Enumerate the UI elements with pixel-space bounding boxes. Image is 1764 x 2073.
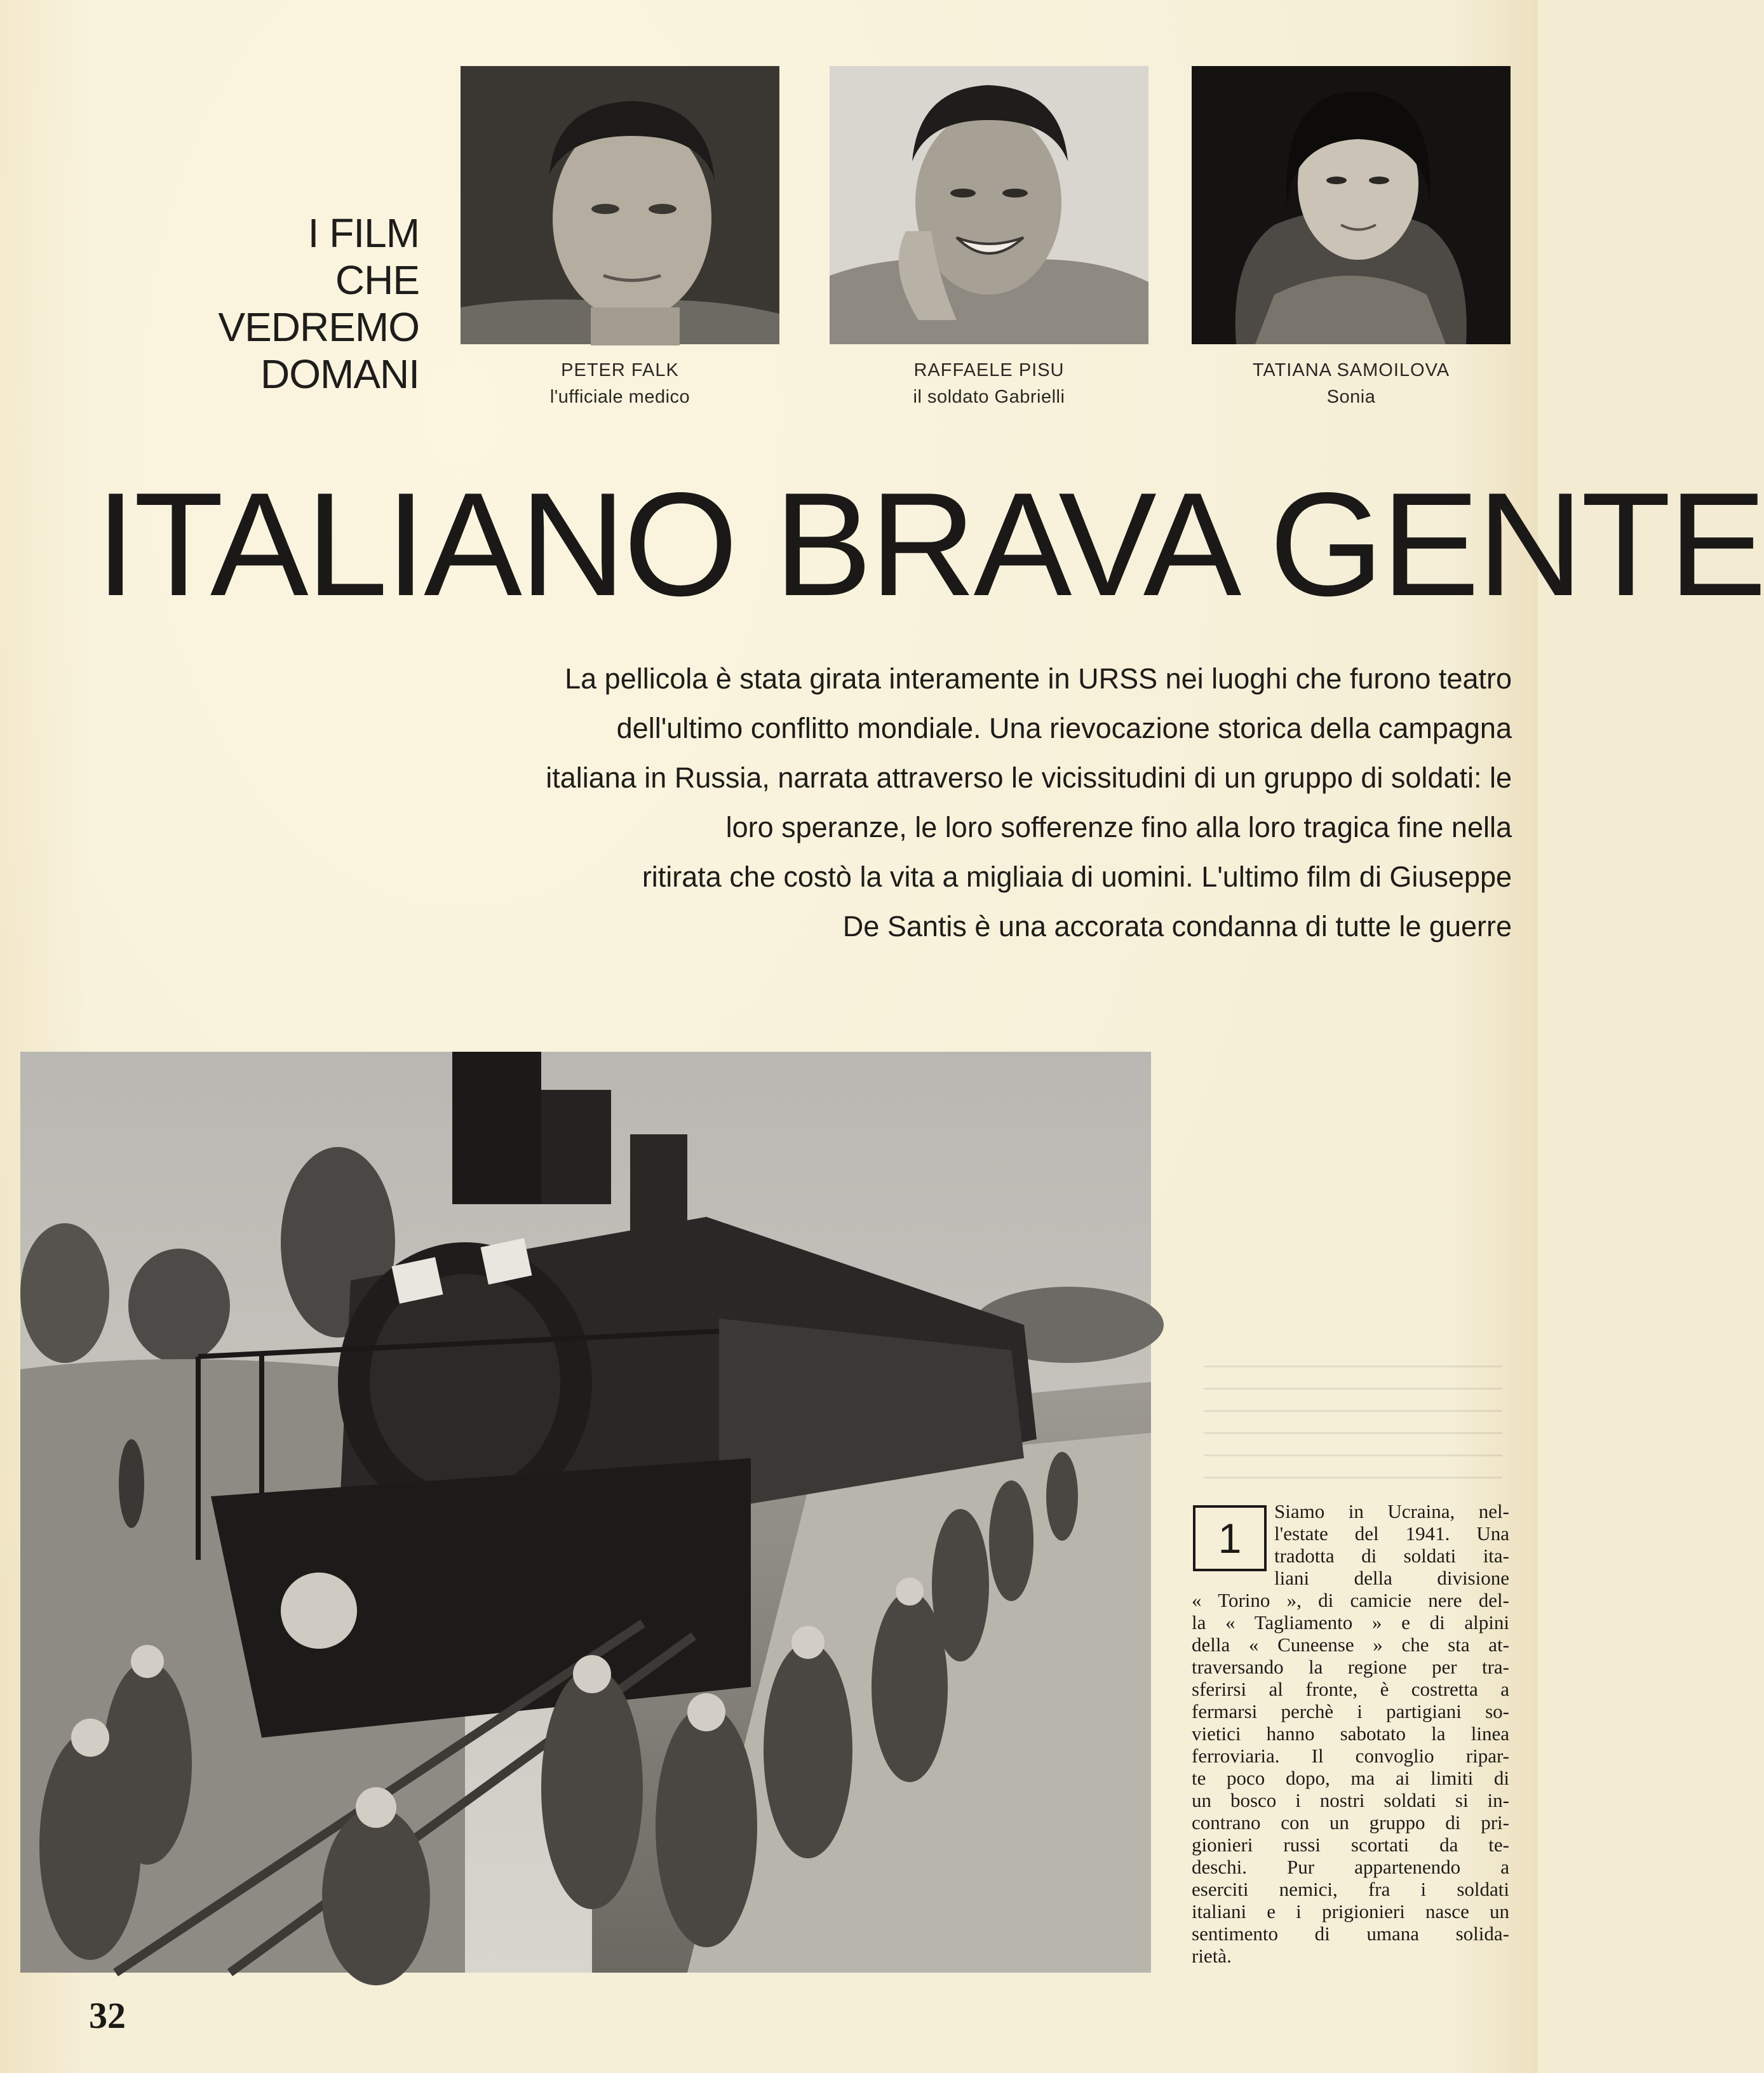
- story-line: la « Tagliamento » e di alpini: [1192, 1611, 1509, 1634]
- story-line: l'estate del 1941. Una: [1274, 1522, 1509, 1545]
- story-line: un bosco i nostri soldati si in-: [1192, 1789, 1509, 1811]
- story-line: Siamo in Ucraina, nel-: [1274, 1500, 1509, 1522]
- story-line: contrano con un gruppo di pri-: [1192, 1811, 1509, 1834]
- portrait-photo-1: [461, 66, 779, 344]
- portrait-caption-2: [830, 357, 1148, 410]
- story-line: te poco dopo, ma ai limiti di: [1192, 1767, 1509, 1789]
- story-line: vietici hanno sabotato la linea: [1192, 1722, 1509, 1745]
- actor-role: Sonia: [1326, 387, 1376, 407]
- portrait-photo-3: [1192, 66, 1511, 344]
- story-line: traversando la regione per tra-: [1192, 1656, 1509, 1678]
- portrait-caption-1: [461, 357, 779, 410]
- story-line: liani della divisione: [1274, 1567, 1509, 1589]
- dek-line: dell'ultimo conflitto mondiale. Una rievocazione storica della campagna: [616, 712, 1512, 744]
- portrait-caption-3: [1192, 357, 1511, 410]
- actor-role: il soldato Gabrielli: [913, 387, 1065, 407]
- section-label-line: I FILM: [307, 210, 419, 256]
- story-paragraph: [1192, 1500, 1509, 1967]
- story-line: tradotta di soldati ita-: [1274, 1545, 1509, 1567]
- story-line: « Torino », di camicie nere del-: [1192, 1589, 1509, 1611]
- story-line: sferirsi al fronte, è costretta a: [1192, 1678, 1509, 1700]
- dek-line: ritirata che costò la vita a migliaia di uomini. L'ultimo film di Giuseppe: [642, 861, 1512, 893]
- show-through-text: [1204, 1365, 1502, 1480]
- dek-line: De Santis è una accorata condanna di tutte le guerre: [842, 910, 1512, 943]
- section-label-line: DOMANI: [260, 351, 419, 397]
- actor-name: RAFFAELE PISU: [913, 360, 1065, 380]
- headline: ITALIANO BRAVA GENTE: [95, 462, 1764, 627]
- section-label: [191, 210, 419, 398]
- dek-line: italiana in Russia, narrata attraverso le vicissitudini di un gruppo di soldati: le: [546, 761, 1512, 794]
- story-line: eserciti nemici, fra i soldati: [1192, 1878, 1509, 1900]
- actor-name: PETER FALK: [561, 360, 679, 380]
- story-line: ferroviaria. Il convoglio ripar-: [1192, 1745, 1509, 1767]
- portrait-photo-2: [830, 66, 1148, 344]
- story-line: sentimento di umana solida-: [1192, 1922, 1509, 1945]
- actor-name: TATIANA SAMOILOVA: [1252, 360, 1450, 380]
- dek-line: loro speranze, le loro sofferenze fino alla loro tragica fine nella: [725, 811, 1512, 843]
- story-number-box: 1: [1193, 1505, 1267, 1571]
- page-number: 32: [89, 1995, 126, 2036]
- actor-role: l'ufficiale medico: [549, 387, 690, 407]
- section-label-line: VEDREMO: [218, 304, 419, 350]
- story-line: fermarsi perchè i partigiani so-: [1192, 1700, 1509, 1722]
- dek-line: La pellicola è stata girata interamente in URSS nei luoghi che furono teatro: [565, 662, 1512, 695]
- story-line: italiani e i prigionieri nasce un: [1192, 1900, 1509, 1922]
- story-line: rietà.: [1192, 1945, 1232, 1967]
- dek-paragraph: [394, 654, 1512, 951]
- story-line: deschi. Pur appartenendo a: [1192, 1856, 1509, 1878]
- story-line: gionieri russi scortati da te-: [1192, 1834, 1509, 1856]
- story-line: della « Cuneense » che sta at-: [1192, 1634, 1509, 1656]
- film-still-photo: [20, 1052, 1151, 1973]
- section-label-line: CHE: [335, 257, 419, 303]
